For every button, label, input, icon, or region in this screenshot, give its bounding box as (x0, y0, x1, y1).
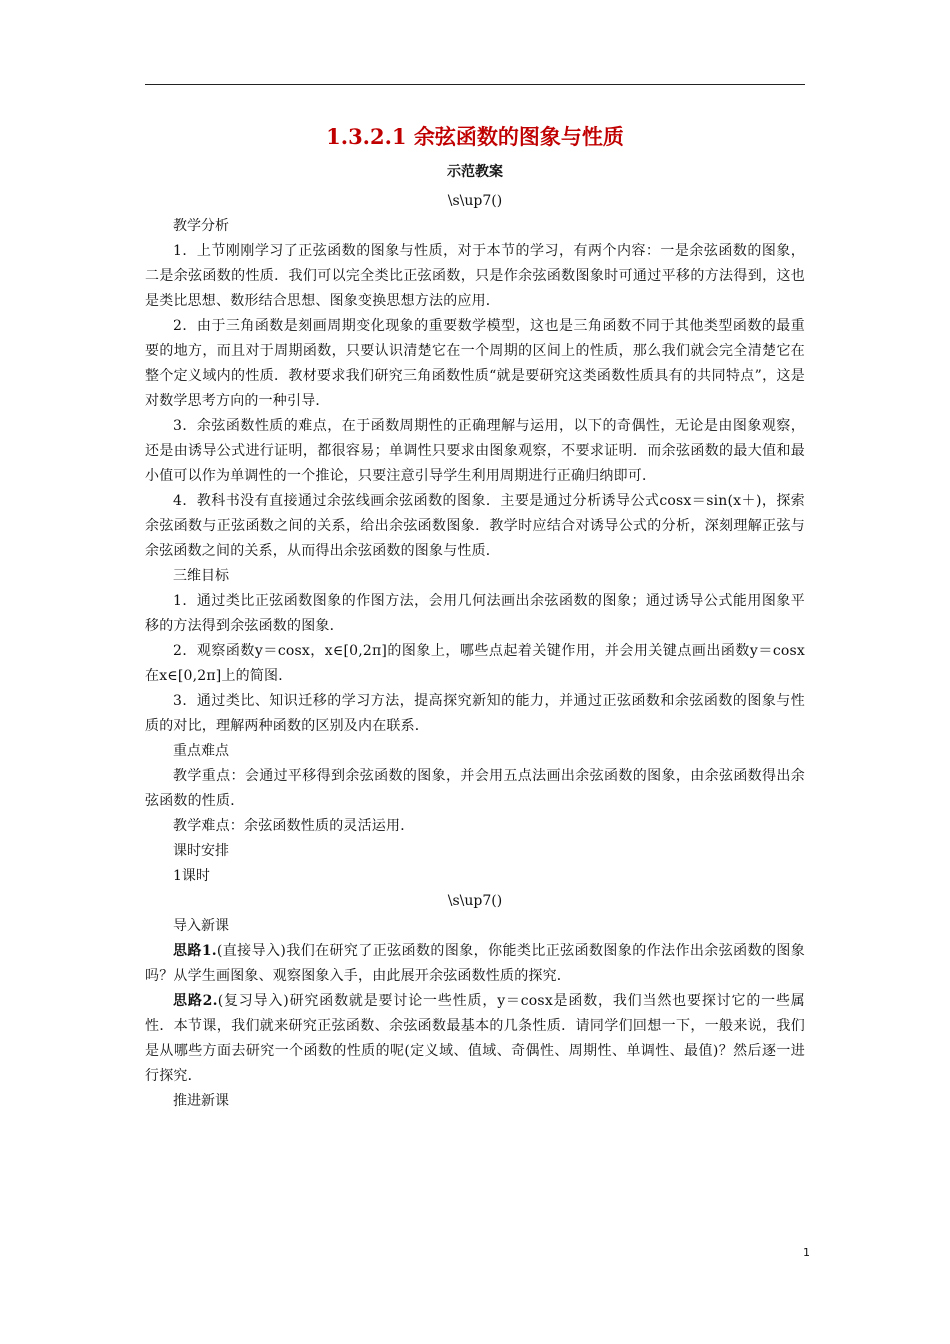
section-heading-goals: 三维目标 (173, 568, 229, 584)
idea-2-text: (复习导入)研究函数就是要讨论一些性质，y＝cosx是函数，我们当然也要探讨它的一些属性．本节课，我们就来研究正弦函数、余弦函数最基本的几条性质．请同学们回想一下，一般来说，我们是从哪些方面去研究一个函数的性质的呢(定义域、值域、奇偶性、周期性、单调性、最值)？然后逐一进行探究． (145, 993, 806, 1084)
analysis-paragraph-1: 1．上节刚刚学习了正弦函数的图象与性质，对于本节的学习，有两个内容：一是余弦函数的图象，二是余弦函数的性质．我们可以完全类比正弦函数，只是作余弦函数图象时可通过平移的方法得到，这也是类比思想、数形结合思想、图象变换思想方法的应用． (145, 243, 805, 309)
idea-2-label: 思路2. (173, 993, 218, 1009)
section-heading-advance: 推进新课 (173, 1093, 229, 1109)
header-rule (145, 84, 805, 85)
page-number: 1 (803, 1246, 810, 1259)
idea-paragraph-2 (145, 989, 805, 1089)
field-code-marker: \s\up7() (447, 193, 503, 209)
analysis-paragraph-3: 3．余弦函数性质的难点，在于函数周期性的正确理解与运用，以下的奇偶性，无论是由图象观察，还是由诱导公式进行证明，都很容易；单调性只要求由图象观察，不要求证明．而余弦函数的最大值和最小值可以作为单调性的一个推论，只要注意引导学生利用周期进行正确归纳即可． (145, 418, 805, 484)
goal-paragraph-3: 3．通过类比、知识迁移的学习方法，提高探究新知的能力，并通过正弦函数和余弦函数的图象与性质的对比，理解两种函数的区别及内在联系． (145, 693, 805, 734)
difficulty-paragraph: 教学难点：余弦函数性质的灵活运用． (173, 818, 415, 834)
analysis-paragraph-4: 4．教科书没有直接通过余弦线画余弦函数的图象．主要是通过分析诱导公式cosx＝sin(x＋)，探索余弦函数与正弦函数之间的关系，给出余弦函数图象．教学时应结合对诱导公式的分析，深刻理解正弦与余弦函数之间的关系，从而得出余弦函数的图象与性质． (145, 493, 805, 559)
idea-1-text: (直接导入)我们在研究了正弦函数的图象，你能类比正弦函数图象的作法作出余弦函数的图象吗？从学生画图象、观察图象入手，由此展开余弦函数性质的探究． (145, 943, 806, 984)
analysis-paragraph-2: 2．由于三角函数是刻画周期变化现象的重要数学模型，这也是三角函数不同于其他类型函数的最重要的地方，而且对于周期函数，只要认识清楚它在一个周期的区间上的性质，那么我们就会完全清楚它在整个定义域内的性质．教材要求我们研究三角函数性质“就是要研究这类函数性质具有的共同特点”，这是对数学思考方向的一种引导． (145, 318, 805, 409)
key-point-paragraph: 教学重点：会通过平移得到余弦函数的图象，并会用五点法画出余弦函数的图象，由余弦函数得出余弦函数的性质． (145, 768, 805, 809)
document-title: 1.3.2.1 余弦函数的图象与性质 (326, 124, 624, 149)
goal-paragraph-2: 2．观察函数y＝cosx，x∈[0,2π]的图象上，哪些点起着关键作用，并会用关键点画出函数y＝cosx在x∈[0,2π]上的简图． (145, 643, 805, 684)
document-subtitle: 示范教案 (447, 164, 503, 180)
field-code-marker-2: \s\up7() (447, 893, 503, 909)
section-heading-key-points: 重点难点 (173, 743, 229, 759)
section-heading-analysis: 教学分析 (173, 218, 229, 234)
goal-paragraph-1: 1．通过类比正弦函数图象的作图方法，会用几何法画出余弦函数的图象；通过诱导公式能用图象平移的方法得到余弦函数的图象． (145, 593, 805, 634)
idea-1-label: 思路1. (173, 943, 217, 959)
schedule-text: 1课时 (173, 868, 210, 884)
document-body (145, 122, 805, 1114)
idea-paragraph-1 (145, 939, 805, 989)
section-heading-schedule: 课时安排 (173, 843, 229, 859)
section-heading-intro: 导入新课 (173, 918, 229, 934)
